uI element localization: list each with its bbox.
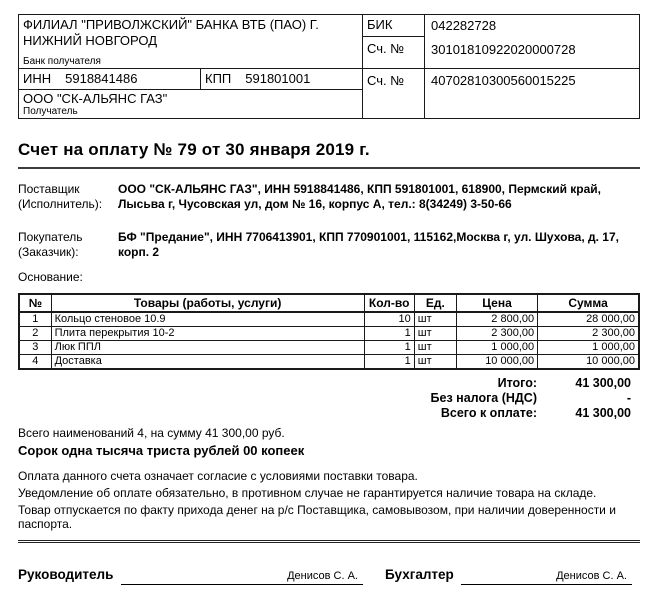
col-header-qty: Кол-во — [364, 294, 414, 312]
table-row — [19, 341, 639, 355]
table-row — [19, 312, 639, 327]
supplier-row — [18, 182, 640, 212]
signatures-block — [18, 567, 640, 585]
kpp-value: 591801001 — [245, 71, 311, 86]
signature-divider — [18, 540, 640, 543]
bank-requisites-table — [18, 14, 640, 119]
condition-line: Товар отпускается по факту прихода денег на р/с Поставщика, самовывозом, при наличии доверенности и паспорта. — [18, 503, 616, 531]
vat-value: - — [626, 391, 631, 405]
bik-label: БИК — [363, 15, 424, 37]
item-sum: 28 000,00 — [538, 312, 639, 327]
accountant-signature-label: Бухгалтер — [385, 567, 454, 582]
item-name: Кольцо стеновое 10.9 — [51, 312, 364, 327]
item-qty: 1 — [364, 327, 414, 341]
head-signature-line — [121, 570, 363, 585]
item-num: 2 — [19, 327, 51, 341]
total-value: 41 300,00 — [575, 376, 631, 390]
accountant-signature-name: Денисов С. А. — [556, 570, 627, 582]
item-name: Доставка — [51, 355, 364, 370]
item-sum: 2 300,00 — [538, 327, 639, 341]
conditions-block — [18, 469, 640, 531]
item-name: Люк ППЛ — [51, 341, 364, 355]
col-header-sum: Сумма — [538, 294, 639, 312]
buyer-row — [18, 230, 640, 260]
col-header-price: Цена — [456, 294, 537, 312]
totals-block — [18, 376, 640, 421]
bik-corr-values — [425, 15, 639, 68]
item-unit: шт — [414, 327, 456, 341]
items-count-line: Всего наименований 4, на сумму 41 300,00 руб. — [18, 426, 285, 440]
corr-account-label: Сч. № — [367, 41, 405, 56]
item-num: 3 — [19, 341, 51, 355]
inn-value: 5918841486 — [65, 71, 138, 86]
basis-label: Основание: — [18, 270, 83, 284]
head-signature-name: Денисов С. А. — [287, 570, 358, 582]
item-unit: шт — [414, 312, 456, 327]
item-qty: 10 — [364, 312, 414, 327]
item-unit: шт — [414, 341, 456, 355]
payee-name: ООО "СК-АЛЬЯНС ГАЗ" — [23, 91, 168, 106]
item-num: 1 — [19, 312, 51, 327]
col-header-num: № — [19, 294, 51, 312]
bank-name: ФИЛИАЛ "ПРИВОЛЖСКИЙ" БАНКА ВТБ (ПАО) Г. НИЖНИЙ НОВГОРОД — [23, 17, 319, 48]
col-header-unit: Ед. — [414, 294, 456, 312]
item-price: 10 000,00 — [456, 355, 537, 370]
bik-value: 042282728 — [431, 18, 497, 33]
bik-corr-labels — [363, 15, 425, 68]
item-unit: шт — [414, 355, 456, 370]
buyer-value: БФ "Предание", ИНН 7706413901, КПП 770901001, 115162,Москва г, ул. Шухова, д. 17, корп. 2 — [118, 230, 619, 259]
kpp-cell — [201, 69, 362, 89]
inn-cell — [19, 69, 201, 89]
due-value: 41 300,00 — [575, 406, 631, 420]
col-header-goods: Товары (работы, услуги) — [51, 294, 364, 312]
invoice-title: Счет на оплату № 79 от 30 января 2019 г. — [18, 140, 370, 159]
inn-kpp-row — [19, 69, 362, 90]
condition-line: Оплата данного счета означает согласие с условиями поставки товара. — [18, 469, 418, 483]
due-label: Всего к оплате: — [440, 406, 537, 420]
vat-row — [18, 391, 631, 406]
inn-label: ИНН — [23, 71, 52, 86]
amount-in-words: Сорок одна тысяча триста рублей 00 копеек — [18, 443, 305, 458]
supplier-label: Поставщик (Исполнитель): — [18, 182, 103, 211]
account-value: 40702810300560015225 — [431, 73, 576, 88]
bank-name-caption: Банк получателя — [23, 56, 101, 67]
items-header-row — [19, 294, 639, 312]
account-label-col — [363, 69, 425, 118]
kpp-label: КПП — [205, 71, 232, 86]
item-sum: 1 000,00 — [538, 341, 639, 355]
due-row — [18, 406, 631, 421]
item-sum: 10 000,00 — [538, 355, 639, 370]
item-price: 2 800,00 — [456, 312, 537, 327]
item-price: 2 300,00 — [456, 327, 537, 341]
vat-label: Без налога (НДС) — [430, 391, 537, 405]
bank-name-cell — [19, 15, 363, 68]
title-divider — [18, 167, 640, 169]
buyer-label: Покупатель (Заказчик): — [18, 230, 83, 259]
item-qty: 1 — [364, 341, 414, 355]
head-signature-label: Руководитель — [18, 567, 114, 582]
item-num: 4 — [19, 355, 51, 370]
condition-line: Уведомление об оплате обязательно, в противном случае не гарантируется наличие товара на складе. — [18, 486, 597, 500]
corr-account-value: 30101810922020000728 — [431, 42, 576, 57]
table-row — [19, 327, 639, 341]
payee-cell — [19, 69, 363, 118]
bank-row-top — [19, 15, 639, 69]
total-label: Итого: — [497, 376, 537, 390]
payee-caption: Получатель — [23, 106, 78, 117]
bank-row-bottom — [19, 69, 639, 118]
supplier-value: ООО "СК-АЛЬЯНС ГАЗ", ИНН 5918841486, КПП 591801001, 618900, Пермский край, Лысьва г, Чусовская ул, дом № 16, корпус А, тел.: 8(34249) 3-50-66 — [118, 182, 602, 211]
table-row — [19, 355, 639, 370]
payee-name-cell — [19, 90, 362, 117]
account-label: Сч. № — [367, 73, 405, 88]
total-row — [18, 376, 631, 391]
items-table — [18, 293, 640, 370]
accountant-signature-line — [461, 570, 632, 585]
item-qty: 1 — [364, 355, 414, 370]
item-name: Плита перекрытия 10-2 — [51, 327, 364, 341]
item-price: 1 000,00 — [456, 341, 537, 355]
